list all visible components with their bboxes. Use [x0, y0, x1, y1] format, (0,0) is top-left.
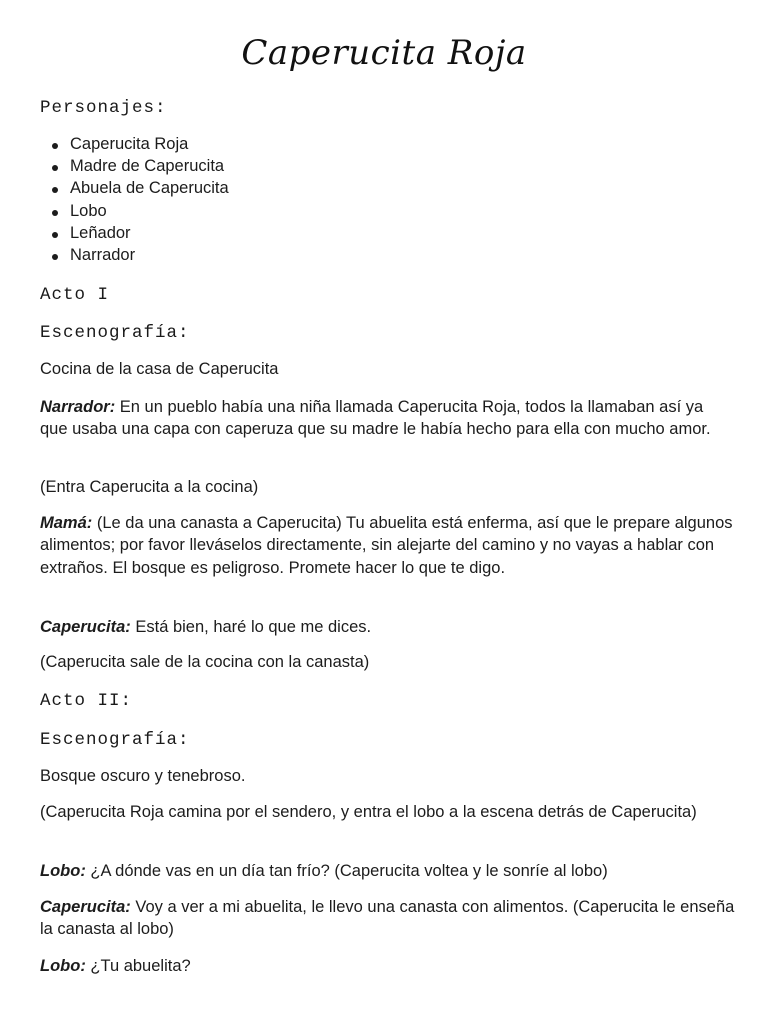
bullet-icon — [52, 143, 58, 149]
wolf-line — [40, 955, 735, 977]
speaker-label: Caperucita: — [40, 618, 131, 636]
speaker-label: Narrador: — [40, 398, 116, 416]
list-item: Abuela de Caperucita — [40, 177, 229, 199]
wolf-line — [40, 860, 735, 882]
bullet-icon — [52, 165, 58, 171]
list-item: Lobo — [40, 200, 229, 222]
speaker-label: Lobo: — [40, 957, 86, 975]
list-item: Caperucita Roja — [40, 133, 229, 155]
stage-direction: (Entra Caperucita a la cocina) — [40, 478, 259, 496]
mom-line — [40, 512, 735, 579]
speaker-label: Lobo: — [40, 862, 86, 880]
dialogue-text: En un pueblo había una niña llamada Caperucita Roja, todos la llamaban así ya que usaba una capa con caperuza que su madre le había hecho para ella con mucho amor. — [40, 398, 711, 439]
act2-heading: Acto II: — [40, 691, 133, 711]
characters-heading: Personajes: — [40, 98, 167, 118]
act1-scenery-heading: Escenografía: — [40, 323, 190, 343]
caperucita-line — [40, 616, 735, 638]
stage-direction: (Caperucita Roja camina por el sendero, y entra el lobo a la escena detrás de Caperucita) — [40, 803, 697, 821]
bullet-icon — [52, 210, 58, 216]
narrator-line — [40, 396, 735, 441]
dialogue-text: Está bien, haré lo que me dices. — [130, 618, 372, 636]
stage-direction: (Caperucita sale de la cocina con la canasta) — [40, 653, 370, 671]
act1-heading: Acto I — [40, 285, 110, 305]
bullet-icon — [52, 232, 58, 238]
dialogue-text: Voy a ver a mi abuelita, le llevo una canasta con alimentos. (Caperucita le enseña la canasta al lobo) — [40, 898, 735, 939]
dialogue-text: ¿A dónde vas en un día tan frío? (Caperucita voltea y le sonríe al lobo) — [85, 862, 608, 880]
act1-scenery: Cocina de la casa de Caperucita — [40, 360, 279, 378]
list-item: Leñador — [40, 222, 229, 244]
characters-list — [40, 133, 229, 266]
list-item: Madre de Caperucita — [40, 155, 229, 177]
dialogue-text: (Le da una canasta a Caperucita) Tu abuelita está enferma, así que le prepare algunos alimentos; por favor lleváselos directamente, sin alejarte del camino y no vayas a hablar con extraños. El bosque es peligroso. Promete hacer lo que te digo. — [40, 514, 733, 577]
act2-scenery-heading: Escenografía: — [40, 730, 190, 750]
dialogue-text: ¿Tu abuelita? — [85, 957, 191, 975]
act2-scenery: Bosque oscuro y tenebroso. — [40, 767, 246, 785]
speaker-label: Mamá: — [40, 514, 93, 532]
caperucita-line — [40, 896, 735, 941]
bullet-icon — [52, 187, 58, 193]
bullet-icon — [52, 254, 58, 260]
page-title: Caperucita Roja — [241, 33, 527, 73]
list-item: Narrador — [40, 244, 229, 266]
speaker-label: Caperucita: — [40, 898, 131, 916]
